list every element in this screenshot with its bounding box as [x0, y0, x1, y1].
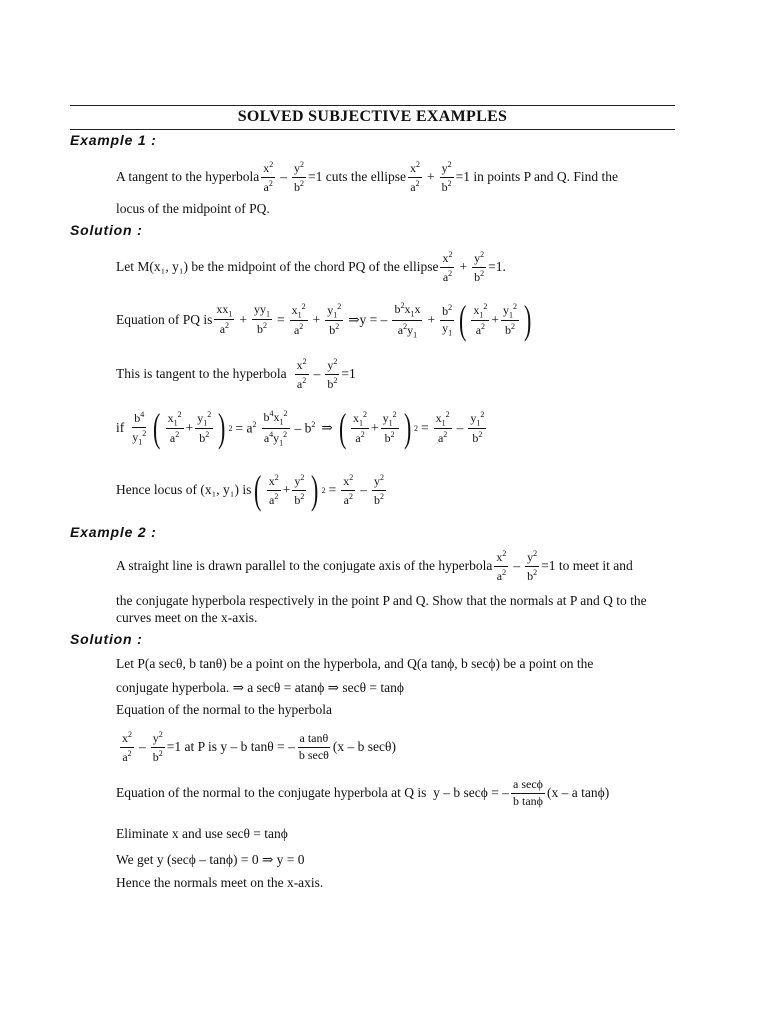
example-1-text-1: A tangent to the hyperbola: [116, 169, 260, 185]
fraction: $\frac{xx_1}{a^2}$: [216, 301, 233, 337]
solution-1-if-line: if $\frac{b^4}{y_1^2}$ ( $\frac{x_1^2}{a^2}$ + $\frac{y_1^2}{b^2}$ ) 2 = $a^2$ $\frac{b^4x_1^2}{a^4y_1^2}$ – $b^2$ ⇒ ( $\frac{x_1^2}{a^2}$ + $\frac{y_1^2}{b^2}$ ) 2 = $\frac{x_1^2}{a^2}$ – $\frac{y_1^2}{b^2}$: [116, 405, 485, 450]
parenthesized-group: ( $\frac{x^2}{a^2}$ + $\frac{y^2}{b^2}$ ): [254, 467, 319, 512]
fraction: $\frac{x^2}{a^2}$: [296, 357, 307, 391]
solution-2-line-7: We get y (secϕ – tanϕ) = 0 ⇒ y = 0: [116, 852, 305, 867]
let-text: Let M(x₁, y₁) be the midpoint of the chord PQ of the ellipse: [116, 259, 439, 275]
eq-pq-text: Equation of PQ is: [116, 312, 213, 327]
example-1-text-2: cuts the ellipse: [325, 169, 406, 185]
fraction: $\frac{x^2}{a^2}$: [263, 160, 274, 194]
example-2-text-2: to meet it and: [558, 558, 633, 574]
solution-2-label: Solution :: [70, 631, 143, 647]
example-1-label: Example 1 :: [70, 132, 157, 148]
fraction: $\frac{\text{a secϕ}}{\text{b tanϕ}}$: [513, 777, 543, 808]
fraction: $\frac{y_1^2}{b^2}$: [327, 301, 342, 338]
normal-at-p-end: (x – b secθ): [332, 739, 396, 755]
parenthesized-group: ( $\frac{x_1^2}{a^2}$ + $\frac{y_1^2}{b^2}$ ): [459, 297, 532, 342]
fraction: $\frac{y^2}{b^2}$: [327, 357, 338, 391]
fraction: $\frac{\text{a tanθ}}{\text{b secθ}}$: [298, 731, 329, 762]
solution-1-tangent-line: This is tangent to the hyperbola $\frac{x^2}{a^2}$ – $\frac{y^2}{b^2}$ =1: [116, 357, 356, 391]
fraction: $\frac{x^2}{a^2}$: [409, 160, 420, 194]
parenthesized-group: ( $\frac{x_1^2}{a^2}$ + $\frac{y_1^2}{b^2}$ ): [338, 405, 411, 450]
example-1-line-1: A tangent to the hyperbola $\frac{x^2}{a^2}$ – $\frac{y^2}{b^2}$ =1 cuts the ellipse $\frac{x^2}{a^2}$ + $\frac{y^2}{b^2}$ =1 in points P and Q. Find the: [116, 160, 618, 194]
fraction: $\frac{y_1^2}{b^2}$: [470, 409, 485, 446]
parenthesized-group: ( $\frac{x_1^2}{a^2}$ + $\frac{y_1^2}{b^2}$ ): [153, 405, 226, 450]
example-2-text-1: A straight line is drawn parallel to the conjugate axis of the hyperbola: [116, 558, 493, 574]
solution-2-line-4: $\frac{x^2}{a^2}$ – $\frac{y^2}{b^2}$ =1 at P is y – b tanθ = – $\frac{\text{a tanθ}}{\text{b secθ}}$ (x – b secθ): [122, 730, 396, 764]
example-2-label: Example 2 :: [70, 524, 157, 540]
fraction: $\frac{y^2}{b^2}$: [474, 250, 485, 284]
fraction: $\frac{y^2}{b^2}$: [152, 730, 163, 764]
fraction: $\frac{x_1^2}{a^2}$: [435, 409, 450, 446]
fraction: $\frac{b^4}{y_1^2}$: [132, 409, 147, 446]
example-2-line-3: curves meet on the x-axis.: [116, 610, 258, 625]
fraction: $\frac{y^2}{b^2}$: [527, 549, 538, 583]
example-1-text-3: in points P and Q. Find the: [473, 169, 618, 185]
solution-2-line-3: Equation of the normal to the hyperbola: [116, 702, 332, 717]
tangent-text: This is tangent to the hyperbola: [116, 366, 287, 382]
example-2-line-2: the conjugate hyperbola respectively in the point P and Q. Show that the normals at P and Q to the: [116, 593, 647, 608]
normal-at-q-end: (x – a tanϕ): [546, 785, 610, 801]
solution-2-line-2: conjugate hyperbola. ⇒ a secθ = atanϕ ⇒ secθ = tanϕ: [116, 680, 405, 695]
hence-text: Hence locus of (x₁, y₁) is: [116, 482, 252, 497]
solution-2-line-6: Eliminate x and use secθ = tanϕ: [116, 826, 288, 841]
fraction: $\frac{x_1^2}{a^2}$: [291, 301, 306, 338]
normal-at-q-text: Equation of the normal to the conjugate hyperbola at Q is y – b secϕ = –: [116, 785, 509, 801]
if-text: if: [116, 420, 125, 435]
fraction: $\frac{x^2}{a^2}$: [496, 549, 507, 583]
title-rule: [70, 129, 675, 130]
fraction: $\frac{y^2}{b^2}$: [441, 160, 452, 194]
fraction: $\frac{yy_1}{b^2}$: [254, 301, 270, 337]
solution-2-line-8: Hence the normals meet on the x-axis.: [116, 875, 324, 890]
top-rule: [70, 105, 675, 106]
solution-2-line-1: Let P(a secθ, b tanθ) be a point on the hyperbola, and Q(a tanϕ, b secϕ) be a point on the: [116, 656, 594, 671]
fraction: $\frac{b^4x_1^2}{a^4y_1^2}$: [263, 408, 288, 447]
example-1-line-2: locus of the midpoint of PQ.: [116, 201, 270, 216]
solution-1-let-line: Let M(x₁, y₁) be the midpoint of the chord PQ of the ellipse $\frac{x^2}{a^2}$ + $\frac{y^2}{b^2}$ =1.: [116, 250, 506, 284]
solution-2-line-5: [116, 778, 609, 809]
solution-1-label: Solution :: [70, 222, 143, 238]
fraction: $\frac{y^2}{b^2}$: [374, 472, 385, 507]
fraction: $\frac{x^2}{a^2}$: [343, 472, 354, 507]
page-title: SOLVED SUBJECTIVE EXAMPLES: [237, 108, 508, 125]
fraction: $\frac{b^2x_1x}{a^2y_1}$: [394, 300, 421, 339]
fraction: $\frac{y^2}{b^2}$: [293, 160, 304, 194]
fraction: $\frac{x^2}{a^2}$: [122, 730, 132, 764]
fraction: $\frac{b^2}{y_1}$: [442, 302, 453, 337]
solution-1-hence-line: Hence locus of (x₁, y₁) is ( $\frac{x^2}{a^2}$ + $\frac{y^2}{b^2}$ ) 2 = $\frac{x^2}{a^2}$ – $\frac{y^2}{b^2}$: [116, 467, 385, 512]
example-2-line-1: A straight line is drawn parallel to the conjugate axis of the hyperbola $\frac{x^2}{a^2}$ – $\frac{y^2}{b^2}$ =1 to meet it and: [116, 549, 633, 583]
normal-at-p-text: at P is y – b tanθ = –: [184, 739, 295, 755]
fraction: $\frac{x^2}{a^2}$: [442, 250, 453, 284]
solution-1-eq-pq-line: Equation of PQ is $\frac{xx_1}{a^2}$ + $\frac{yy_1}{b^2}$ = $\frac{x_1^2}{a^2}$ + $\frac{y_1^2}{b^2}$ ⇒y = – $\frac{b^2x_1x}{a^2y_1}$ + $\frac{b^2}{y_1}$ ( $\frac{x_1^2}{a^2}$ + $\frac{y_1^2}{b^2}$ ): [116, 300, 534, 340]
